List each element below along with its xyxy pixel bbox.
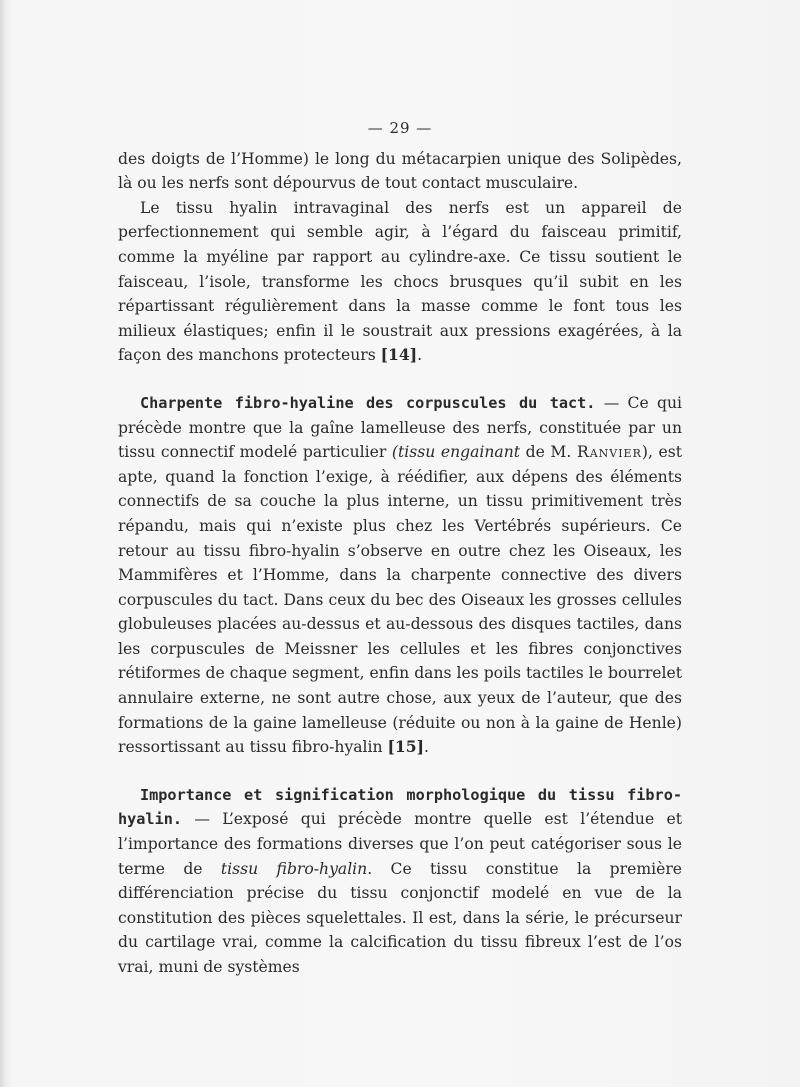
paragraph-end: . — [424, 738, 429, 757]
author-name: Ranvier — [576, 443, 642, 462]
paragraph-end: . — [417, 346, 423, 365]
section-heading: Charpente fibro-hyaline des corpuscules du tact. — [140, 393, 596, 412]
paragraph-tissu-hyalin — [118, 196, 682, 368]
paragraph-text: Le tissu hyalin intravaginal des nerfs est un appareil de perfectionnement qui semble agir, à l’égard du faisceau primitif, comme la myéline par rapport au cylindre-axe. Ce tissu soutient le faisceau, l’isole, transforme les chocs brusques qu’il subit en les répartissant régulièrement dans la masse comme le font tous les milieux élastiques; enfin il le soustrait aux pressions exagérées, à la façon des manchons protecteurs — [118, 198, 682, 365]
paragraph-continuation — [118, 147, 682, 196]
section-charpente — [118, 391, 682, 760]
section-importance — [118, 783, 682, 980]
reference-15: [15] — [387, 737, 425, 757]
page-number: — 29 — — [367, 119, 433, 137]
italic-term: (tissu engainant — [391, 443, 521, 462]
paragraph-text: — L’exposé qui précède montre quelle est l’étendue et l’importance des formations diverses que l’on peut catégoriser sous le terme de — [118, 810, 682, 878]
paragraph-text: . Ce tissu constitue la première différenciation précise du tissu conjonctif modelé en vue de la constitution des pièces squelettales. Il est, dans la série, le précurseur du cartilage vrai, comme la calcification du tissu fibreux l’est de l’os vrai, muni de systèmes — [118, 859, 683, 976]
paragraph-text: de M. — [520, 443, 577, 462]
section-heading: Importance et signification morphologique du tissu fibro-hyalin. — [118, 785, 682, 829]
reference-14: [14] — [380, 345, 418, 365]
paragraph-text: ), est apte, quand la fonction l’exige, à réédifier, aux dépens des éléments connectifs de sa couche la plus interne, un tissu primitivement très répandu, mais qui n’existe plus chez les Vertébrés supérieurs. Ce retour au tissu fibro-hyalin s’observe en outre chez les Oiseaux, les Mammifères et l’Homme, dans la charpente connective des divers corpuscules du tact. Dans ceux du bec des Oiseaux les grosses cellules globuleuses placées au-dessus et au-dessous des disques tactiles, dans les corpuscules de Meissner les cellules et les fibres conjonctives rétiformes de chaque segment, enfin dans les poils tactiles le bourrelet annulaire externe, ne sont autre chose, aux yeux de l’auteur, que des formations de la gaine lamelleuse (réduite ou non à la gaine de Henle) ressortissant au tissu fibro-hyalin — [118, 443, 682, 757]
paragraph-text: des doigts de l’Homme) le long du métacarpien unique des Solipèdes, là ou les nerfs sont dépourvus de tout contact musculaire. — [118, 149, 682, 193]
italic-term: tissu fibro-hyalin — [220, 859, 368, 878]
text-column — [118, 116, 682, 980]
paragraph-text: — Ce qui précède montre que la gaîne lamelleuse des nerfs, constituée par un tissu connectif modelé particulier — [118, 393, 682, 462]
